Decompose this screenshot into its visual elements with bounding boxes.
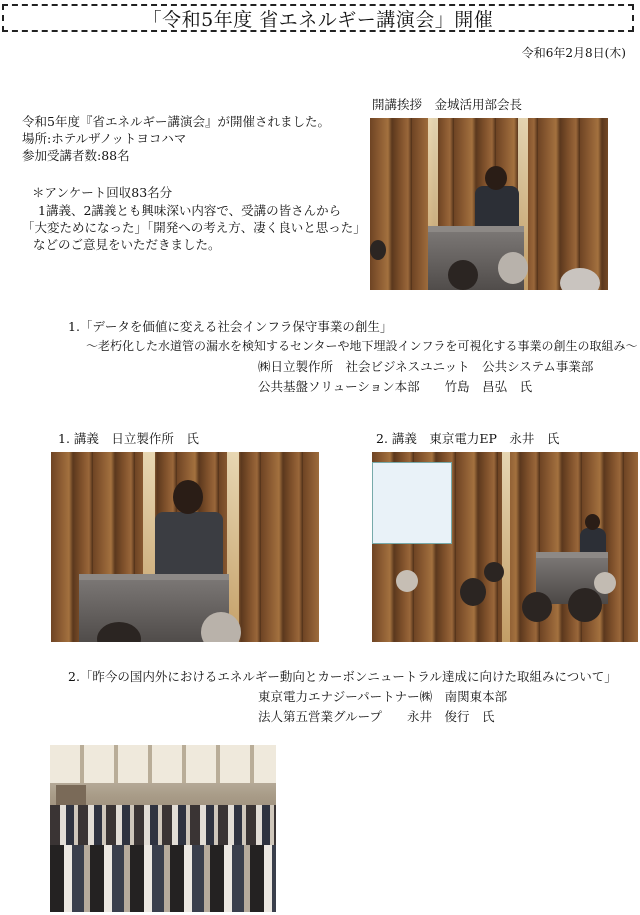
photo-caption-left: 1. 講義 日立製作所 氏 — [58, 431, 199, 446]
survey-title: ＊アンケート回収83名分 — [32, 185, 173, 200]
intro-attendees: 参加受講者数:88名 — [22, 148, 130, 163]
lecture1-affiliation-1: ㈱日立製作所 社会ビジネスユニット 公共システム事業部 — [258, 359, 594, 374]
intro-venue: 場所:ホテルザノットヨコハマ — [22, 131, 187, 146]
lecture2-title: 2.「昨今の国内外におけるエネルギー動向とカーボンニュートラル達成に向けた取組みについて」 — [68, 669, 617, 684]
photo-caption-right: 2. 講義 東京電力EP 永井 氏 — [376, 431, 560, 446]
intro-line-1: 令和5年度『省エネルギー講演会』が開催されました。 — [22, 114, 330, 129]
survey-line-2: 「大変ためになった」「開発への考え方、凄く良いと思った」 — [22, 220, 366, 235]
opening-caption: 開講挨拶 金城活用部会長 — [372, 97, 523, 112]
lecture1-speaker-photo — [51, 452, 319, 642]
lecture1-subtitle: ～老朽化した水道管の漏水を検知するセンターや地下埋設インフラを可視化する事業の創生の取組み～ — [86, 339, 638, 353]
lecture1-title: 1.「データを価値に変える社会インフラ保守事業の創生」 — [68, 319, 393, 334]
survey-line-1: 1講義、2講義とも興味深い内容で、受講の皆さんから — [38, 203, 342, 218]
survey-line-3: などのご意見をいただきました。 — [33, 237, 221, 252]
lecture2-affiliation-2: 法人第五営業グループ 永井 俊行 氏 — [258, 709, 495, 724]
page-title: 「令和5年度 省エネルギー講演会」開催 — [2, 4, 634, 32]
lecture1-affiliation-2: 公共基盤ソリューション本部 竹島 昌弘 氏 — [258, 379, 533, 394]
lecture2-speaker-photo — [372, 452, 638, 642]
audience-photo — [50, 745, 276, 912]
event-date: 令和6年2月8日(木) — [521, 46, 626, 60]
opening-speech-photo — [370, 118, 608, 290]
lecture2-affiliation-1: 東京電力エナジーパートナー㈱ 南関東本部 — [258, 689, 508, 704]
